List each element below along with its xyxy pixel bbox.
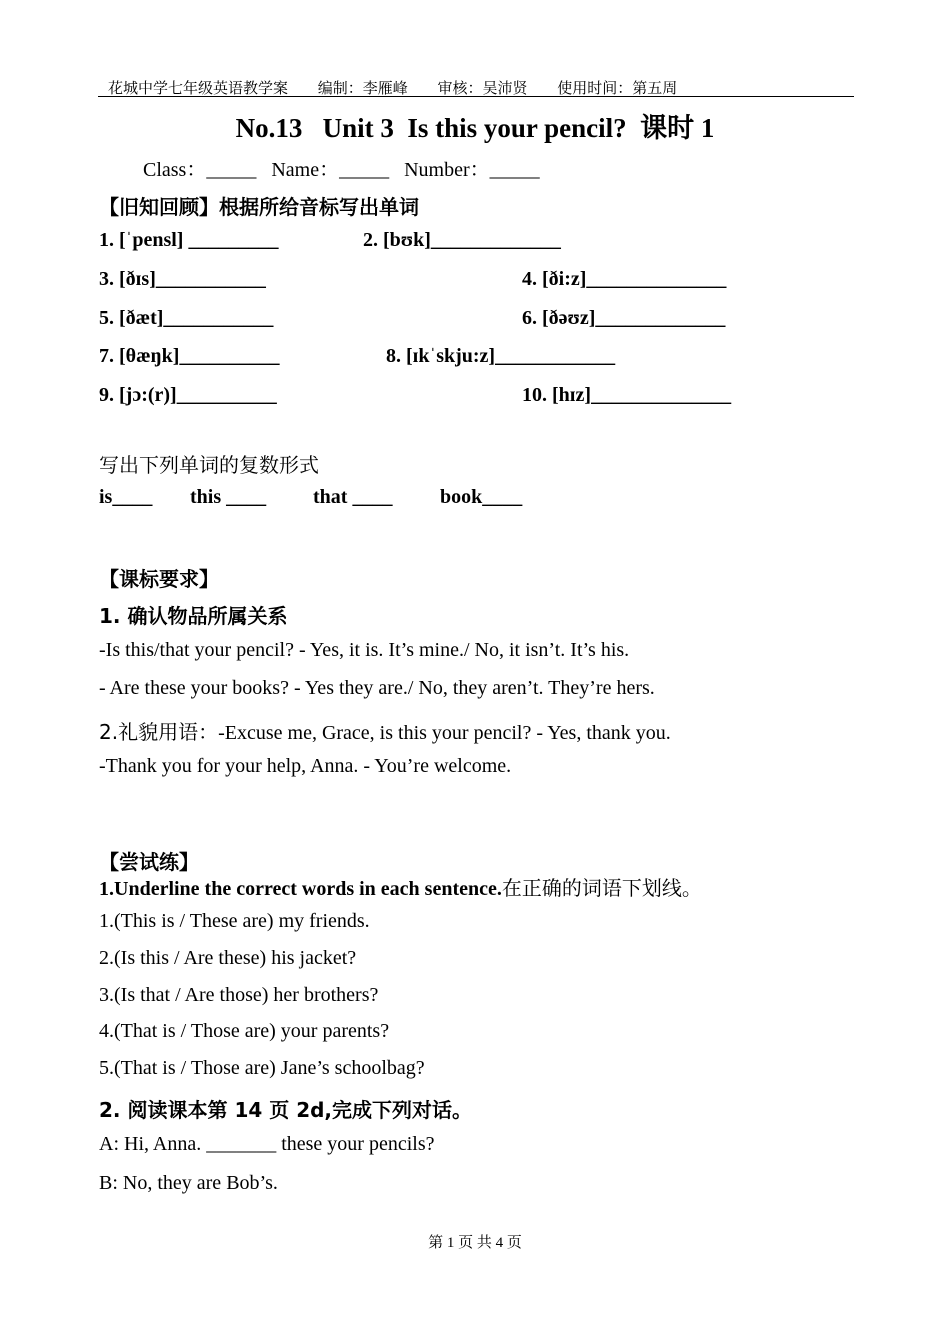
practice-sentence-1: 1.(This is / These are) my friends. xyxy=(99,910,370,932)
review-item-3: 3. [ðɪs]___________ xyxy=(99,268,266,290)
plural-word-book: book____ xyxy=(440,486,523,508)
page-footer: 第 1 页 共 4 页 xyxy=(428,1235,522,1251)
info-line: Class：_____ Name：_____ Number：_____ xyxy=(143,159,540,181)
header-school: 花城中学七年级英语教学案 xyxy=(108,81,289,97)
plural-word-this: this ____ xyxy=(190,486,267,508)
review-item-10: 10. [hɪz]______________ xyxy=(522,384,732,406)
header-rule xyxy=(98,96,854,97)
standards-line1: -Is this/that your pencil? - Yes, it is. It’s mine./ No, it isn’t. It’s his. xyxy=(99,639,630,661)
review-item-4: 4. [ði:z]______________ xyxy=(522,268,727,290)
practice-sentence-4: 4.(That is / Those are) your parents? xyxy=(99,1020,390,1042)
header-reviewer: 审核：吴沛贤 xyxy=(437,81,528,97)
practice-sentence-3: 3.(Is that / Are those) her brothers? xyxy=(99,984,379,1006)
practice-task1-en: 1.Underline the correct words in each sentence. xyxy=(99,878,502,900)
standards-line3-rest: -Excuse me, Grace, is this your pencil? - Yes, thank you. xyxy=(218,722,671,744)
review-item-9: 9. [jɔ:(r)]__________ xyxy=(99,384,277,406)
dialogue-line-a: A: Hi, Anna. _______ these your pencils? xyxy=(99,1133,435,1155)
review-item-8: 8. [ɪkˈskju:z]____________ xyxy=(386,345,616,367)
practice-task1-cn: 在正确的词语下划线。 xyxy=(501,876,702,900)
standards-heading: 【课标要求】 xyxy=(99,567,219,591)
review-item-2: 2. [bʊk]_____________ xyxy=(363,229,561,251)
review-item-7: 7. [θæŋk]__________ xyxy=(99,345,280,367)
review-item-6: 6. [ðəʊz]_____________ xyxy=(522,307,726,329)
page-header xyxy=(108,77,703,98)
header-editor: 编制：李雁峰 xyxy=(317,81,408,97)
standards-line3 xyxy=(99,716,671,745)
practice-sentence-2: 2.(Is this / Are these) his jacket? xyxy=(99,947,357,969)
standards-line2: - Are these your books? - Yes they are./ No, they aren’t. They’re hers. xyxy=(99,677,655,699)
standards-line3-prefix: 2.礼貌用语： xyxy=(99,720,219,744)
dialogue-line-b: B: No, they are Bob’s. xyxy=(99,1172,278,1194)
practice-sentence-5: 5.(That is / Those are) Jane’s schoolbag? xyxy=(99,1057,425,1079)
page-title: No.13 Unit 3 Is this your pencil? 课时 1 xyxy=(235,113,715,143)
review-item-1: 1. [ˈpensl] _________ xyxy=(99,229,279,251)
review-heading: 【旧知回顾】根据所给音标写出单词 xyxy=(99,195,419,219)
plural-word-is: is____ xyxy=(99,486,153,508)
standards-line4: -Thank you for your help, Anna. - You’re welcome. xyxy=(99,755,512,777)
practice-task1 xyxy=(99,872,702,901)
plural-heading: 写出下列单词的复数形式 xyxy=(99,453,319,477)
plural-word-that: that ____ xyxy=(313,486,393,508)
practice-task2: 2. 阅读课本第 14 页 2d,完成下列对话。 xyxy=(99,1098,473,1122)
standards-sub1: 1. 确认物品所属关系 xyxy=(99,604,288,628)
header-time: 使用时间：第五周 xyxy=(557,81,678,97)
practice-heading: 【尝试练】 xyxy=(99,850,199,874)
review-item-5: 5. [ðæt]___________ xyxy=(99,307,274,329)
